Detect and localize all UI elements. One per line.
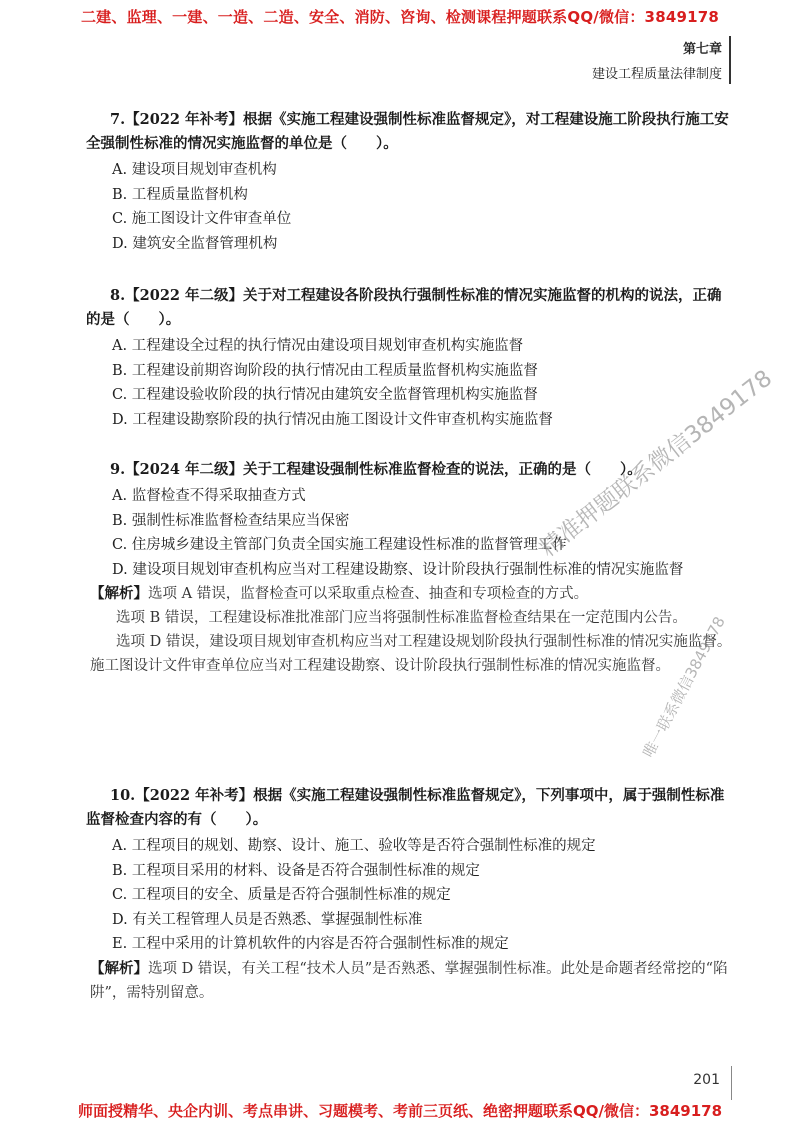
analysis-tag: 【解析】 xyxy=(90,585,148,602)
question-10 xyxy=(86,784,736,1005)
analysis-line-1 xyxy=(90,582,736,606)
option-c: C. 工程建设验收阶段的执行情况由建筑安全监督管理机构实施监督 xyxy=(112,387,538,403)
page-number: 201 xyxy=(693,1072,720,1088)
analysis-text: 选项 A 错误，监督检查可以采取重点检查、抽查和专项检查的方式。 xyxy=(148,586,589,602)
analysis-text: 选项 D 错误，有关工程“技术人员”是否熟悉、掌握强制性标准。此处是命题者经常挖的“陷阱”，需特别留意。 xyxy=(90,960,728,1001)
watermark-large: 精准押题联系微信3849178 xyxy=(535,365,778,563)
option-a: A. 工程建设全过程的执行情况由建设项目规划审查机构实施监督 xyxy=(112,338,524,354)
option-d: D. 工程建设勘察阶段的执行情况由施工图设计文件审查机构实施监督 xyxy=(112,411,553,428)
option-c: C. 施工图设计文件审查单位 xyxy=(112,211,292,227)
question-stem: 7.【2022 年补考】根据《实施工程建设强制性标准监督规定》，对工程建设施工阶段执行施工安全强制性标准的情况实施监督的单位是（ ）。 xyxy=(86,111,729,152)
analysis-line-2: 选项 B 错误，工程建设标准批准部门应当将强制性标准监督检查结果在一定范围内公告。 xyxy=(116,610,687,626)
option-e: E. 工程中采用的计算机软件的内容是否符合强制性标准的规定 xyxy=(112,936,509,952)
watermark-small: 唯一联系微信3849178 xyxy=(639,613,729,761)
option-list xyxy=(112,158,736,256)
option-list xyxy=(112,334,736,432)
analysis-line-3: 选项 D 错误，建设项目规划审查机构应当对工程建设规划阶段执行强制性标准的情况实施监督。施工图设计文件审查单位应当对工程建设勘察、设计阶段执行强制性标准的情况实施监督。 xyxy=(90,634,732,674)
question-8 xyxy=(86,284,736,432)
question-stem: 9.【2024 年二级】关于工程建设强制性标准监督检查的说法，正确的是（ ）。 xyxy=(110,461,642,478)
bottom-banner: 师面授精华、央企内训、考点串讲、习题模考、考前三页纸、绝密押题联系QQ/微信：3849178 xyxy=(77,1102,723,1120)
question-7 xyxy=(86,108,736,256)
chapter-header xyxy=(592,38,722,82)
analysis-tag: 【解析】 xyxy=(90,959,148,977)
option-a: A. 建设项目规划审查机构 xyxy=(112,162,277,178)
top-banner: 二建、监理、一建、一造、二造、安全、消防、咨询、检测课程押题联系QQ/微信：3849178 xyxy=(80,8,720,26)
footer-divider xyxy=(731,1066,732,1100)
header-divider xyxy=(729,36,731,84)
option-list xyxy=(112,834,736,957)
option-c: C. 住房城乡建设主管部门负责全国实施工程建设性标准的监督管理工作 xyxy=(112,537,567,553)
option-b: B. 工程项目采用的材料、设备是否符合强制性标准的规定 xyxy=(112,862,480,879)
option-a: A. 工程项目的规划、勘察、设计、施工、验收等是否符合强制性标准的规定 xyxy=(112,838,596,854)
option-b: B. 工程质量监督机构 xyxy=(112,186,248,203)
option-d: D. 建设项目规划审查机构应当对工程建设勘察、设计阶段执行强制性标准的情况实施监督 xyxy=(112,561,684,578)
chapter-title: 建设工程质量法律制度 xyxy=(591,67,722,82)
option-c: C. 工程项目的安全、质量是否符合强制性标准的规定 xyxy=(112,887,451,903)
option-a: A. 监督检查不得采取抽查方式 xyxy=(112,488,306,504)
analysis-block xyxy=(90,957,736,1005)
option-list xyxy=(112,484,736,582)
question-stem: 8.【2022 年二级】关于对工程建设各阶段执行强制性标准的情况实施监督的机构的说法，正确的是（ ）。 xyxy=(86,287,722,328)
option-d: D. 有关工程管理人员是否熟悉、掌握强制性标准 xyxy=(112,911,423,928)
analysis-line-1 xyxy=(90,957,736,1005)
option-b: B. 工程建设前期咨询阶段的执行情况由工程质量监督机构实施监督 xyxy=(112,362,538,379)
question-stem: 10.【2022 年补考】根据《实施工程建设强制性标准监督规定》，下列事项中，属于强制性标准监督检查内容的有（ ）。 xyxy=(86,787,725,828)
analysis-block xyxy=(90,582,736,678)
chapter-number: 第七章 xyxy=(682,42,722,57)
option-d: D. 建筑安全监督管理机构 xyxy=(112,235,278,252)
option-b: B. 强制性标准监督检查结果应当保密 xyxy=(112,512,350,529)
